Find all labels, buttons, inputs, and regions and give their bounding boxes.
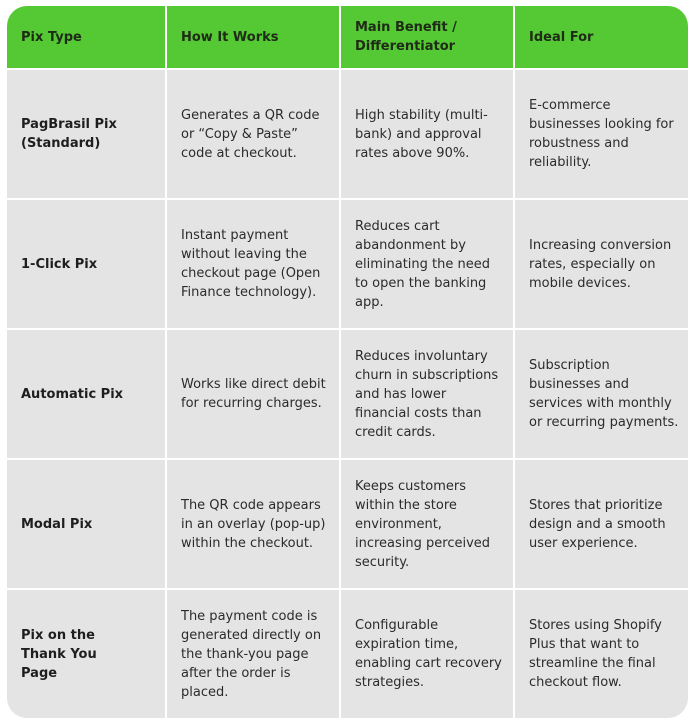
- row-benefit-cell: [341, 70, 513, 198]
- how-it-works-text: Generates a QR code or “Copy & Paste” code at checkout.: [181, 107, 320, 161]
- row-ideal-cell: [515, 70, 688, 198]
- pix-type-label: Automatic Pix: [21, 386, 124, 402]
- how-it-works-text: The payment code is generated directly on the thank-you page after the order is placed.: [181, 608, 322, 700]
- row-benefit-cell: [341, 460, 513, 588]
- ideal-for-text: Stores that prioritize design and a smooth user experience.: [529, 497, 666, 551]
- row-how-cell: [167, 590, 339, 718]
- row-type-cell: [7, 460, 165, 588]
- how-it-works-text: The QR code appears in an overlay (pop-up) within the checkout.: [181, 497, 326, 551]
- row-how-cell: [167, 70, 339, 198]
- benefit-text: Reduces involuntary churn in subscriptions and has lower financial costs than credit cards.: [355, 348, 499, 440]
- row-ideal-cell: [515, 200, 688, 328]
- ideal-for-text: E-commerce businesses looking for robustness and reliability.: [529, 98, 674, 170]
- header-label: Pix Type: [21, 29, 82, 45]
- row-how-cell: [167, 460, 339, 588]
- pix-comparison-table: [7, 6, 688, 718]
- header-ideal-for: [515, 6, 688, 68]
- row-how-cell: [167, 200, 339, 328]
- benefit-text: Reduces cart abandonment by eliminating the need to open the banking app.: [355, 218, 490, 310]
- how-it-works-text: Works like direct debit for recurring charges.: [181, 377, 326, 411]
- row-ideal-cell: [515, 460, 688, 588]
- header-label: Ideal For: [529, 29, 594, 45]
- row-benefit-cell: [341, 590, 513, 718]
- pix-type-label: PagBrasil Pix (Standard): [21, 117, 117, 151]
- header-label: Main Benefit / Differentiator: [355, 20, 457, 54]
- row-ideal-cell: [515, 330, 688, 458]
- row-type-cell: [7, 70, 165, 198]
- pix-type-label: Pix on the Thank You Page: [21, 627, 97, 681]
- benefit-text: Keeps customers within the store environment, increasing perceived security.: [355, 478, 491, 570]
- pix-type-label: 1-Click Pix: [21, 256, 98, 272]
- ideal-for-text: Increasing conversion rates, especially on mobile devices.: [529, 237, 672, 291]
- header-label: How It Works: [181, 29, 279, 45]
- header-main-benefit: [341, 6, 513, 68]
- pix-type-label: Modal Pix: [21, 516, 93, 532]
- ideal-for-text: Subscription businesses and services with monthly or recurring payments.: [529, 358, 679, 430]
- row-type-cell: [7, 330, 165, 458]
- row-how-cell: [167, 330, 339, 458]
- row-ideal-cell: [515, 590, 688, 718]
- row-type-cell: [7, 200, 165, 328]
- how-it-works-text: Instant payment without leaving the checkout page (Open Finance technology).: [181, 228, 321, 300]
- row-benefit-cell: [341, 330, 513, 458]
- header-pix-type: [7, 6, 165, 68]
- benefit-text: Configurable expiration time, enabling cart recovery strategies.: [355, 618, 502, 690]
- row-benefit-cell: [341, 200, 513, 328]
- header-how-it-works: [167, 6, 339, 68]
- ideal-for-text: Stores using Shopify Plus that want to streamline the final checkout flow.: [529, 618, 662, 690]
- benefit-text: High stability (multi-bank) and approval rates above 90%.: [355, 107, 488, 161]
- row-type-cell: [7, 590, 165, 718]
